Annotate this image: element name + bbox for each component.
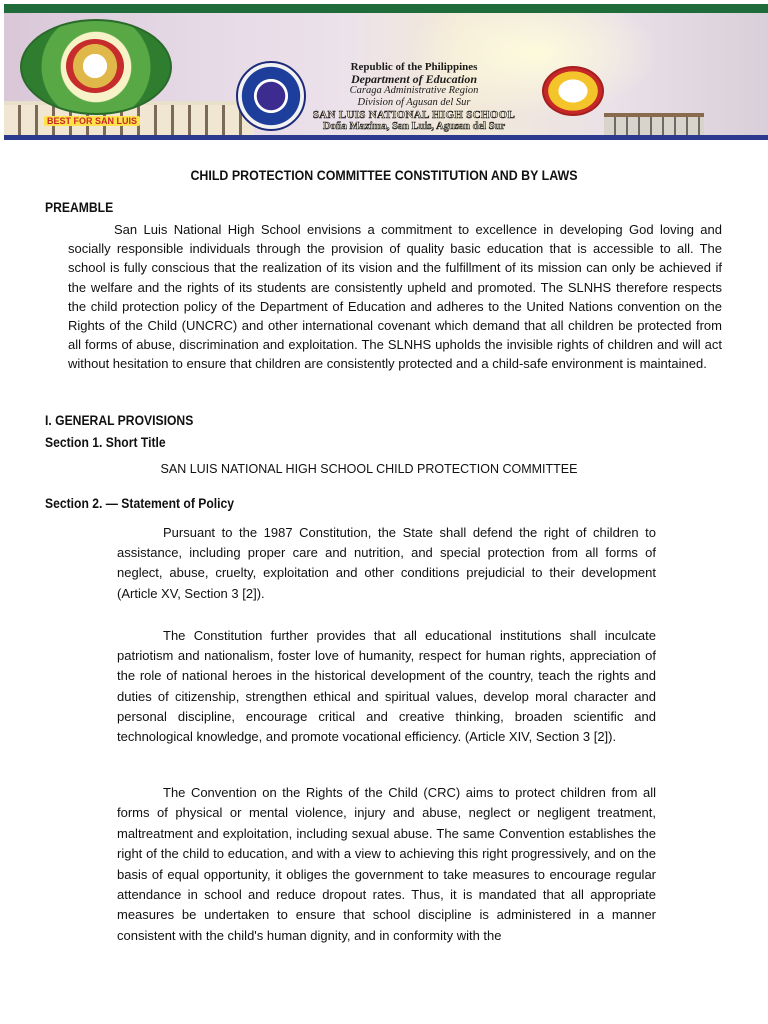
section-1-heading: Section 1. Short Title — [45, 435, 166, 450]
section-2-heading: Section 2. — Statement of Policy — [45, 496, 235, 511]
preamble-paragraph: San Luis National High School envisions a commitment to excellence in developing God loving and socially responsible individuals through the provision of quality basic education that is accessible to all. The school is fully conscious that the realization of its vision and the fulfillment of its mission can only be achieved if the welfare and the rights of its students are consistently upheld and promoted. The SLNHS therefore respects the child protection policy of the Department of Education and adheres to the United Nations convention on the Rights of the Child (UNCRC) and other international covenant which demand that all children be protected from all forms of abuse, discrimination and exploitation. The SLNHS upholds the invisible rights of children and will act without hesitation to ensure that children are consistently protected and a child-safe environment is maintained. — [68, 222, 722, 372]
policy-paragraph-3: The Convention on the Rights of the Child (CRC) aims to protect children from all forms of physical or mental violence, injury and abuse, neglect or negligent treatment, maltreatment and exploitation, including sexual abuse. The same Convention establishes the right of the child to education, and with a view to achieving this right progressively, and on the basis of equal opportunity, it obliges the government to take measures to encourage regular attendance in school and reduce dropout rates. Thus, it is mandated that all appropriate measures be undertaken to ensure that school discipline is administered in a manner consistent with the child's human dignity, and in conformity with the — [117, 785, 656, 943]
banner-top-stripe — [4, 4, 768, 13]
general-provisions-heading: I. GENERAL PROVISIONS — [45, 413, 194, 428]
policy-paragraph-1: Pursuant to the 1987 Constitution, the State shall defend the right of children to assistance, including proper care and nutrition, and special protection from all forms of neglect, abuse, cruelty, exploitation and other conditions prejudicial to their development (Article XV, Section 3 [2]). — [117, 525, 656, 601]
letterhead-text — [296, 61, 532, 133]
letterhead-address: Doña Maxima, San Luis, Agusan del Sur — [322, 121, 506, 132]
school-building-photo-right — [604, 113, 704, 135]
banner-bottom-stripe — [4, 135, 768, 140]
document-title: CHILD PROTECTION COMMITTEE CONSTITUTION AND BY LAWS — [190, 168, 578, 183]
short-title-text: SAN LUIS NATIONAL HIGH SCHOOL CHILD PROTECTION COMMITTEE — [160, 462, 578, 476]
preamble-heading: PREAMBLE — [45, 200, 114, 215]
letterhead-line-4: Division of Agusan del Sur — [357, 97, 471, 108]
letterhead-banner — [4, 4, 768, 140]
school-logo-icon — [20, 19, 172, 115]
division-seal-icon — [542, 66, 604, 116]
banner-background — [4, 13, 768, 135]
letterhead-line-3: Caraga Administrative Region — [349, 85, 479, 96]
letterhead-school-name: SAN LUIS NATIONAL HIGH SCHOOL — [312, 109, 516, 121]
letterhead-line-1: Republic of the Philippines — [350, 61, 478, 73]
policy-paragraph-2: The Constitution further provides that all educational institutions shall inculcate patriotism and nationalism, foster love of humanity, respect for human rights, appreciation of the role of national heroes in the historical development of the country, teach the rights and duties of citizenship, strengthen ethical and spiritual values, develop moral character and personal discipline, encourage critical and creative thinking, broaden scientific and technological knowledge, and promote vocational efficiency. (Article XIV, Section 3 [2]). — [117, 628, 656, 745]
letterhead-line-2: Department of Education — [350, 72, 477, 86]
best-tag: BEST FOR SAN LUIS — [44, 116, 140, 126]
